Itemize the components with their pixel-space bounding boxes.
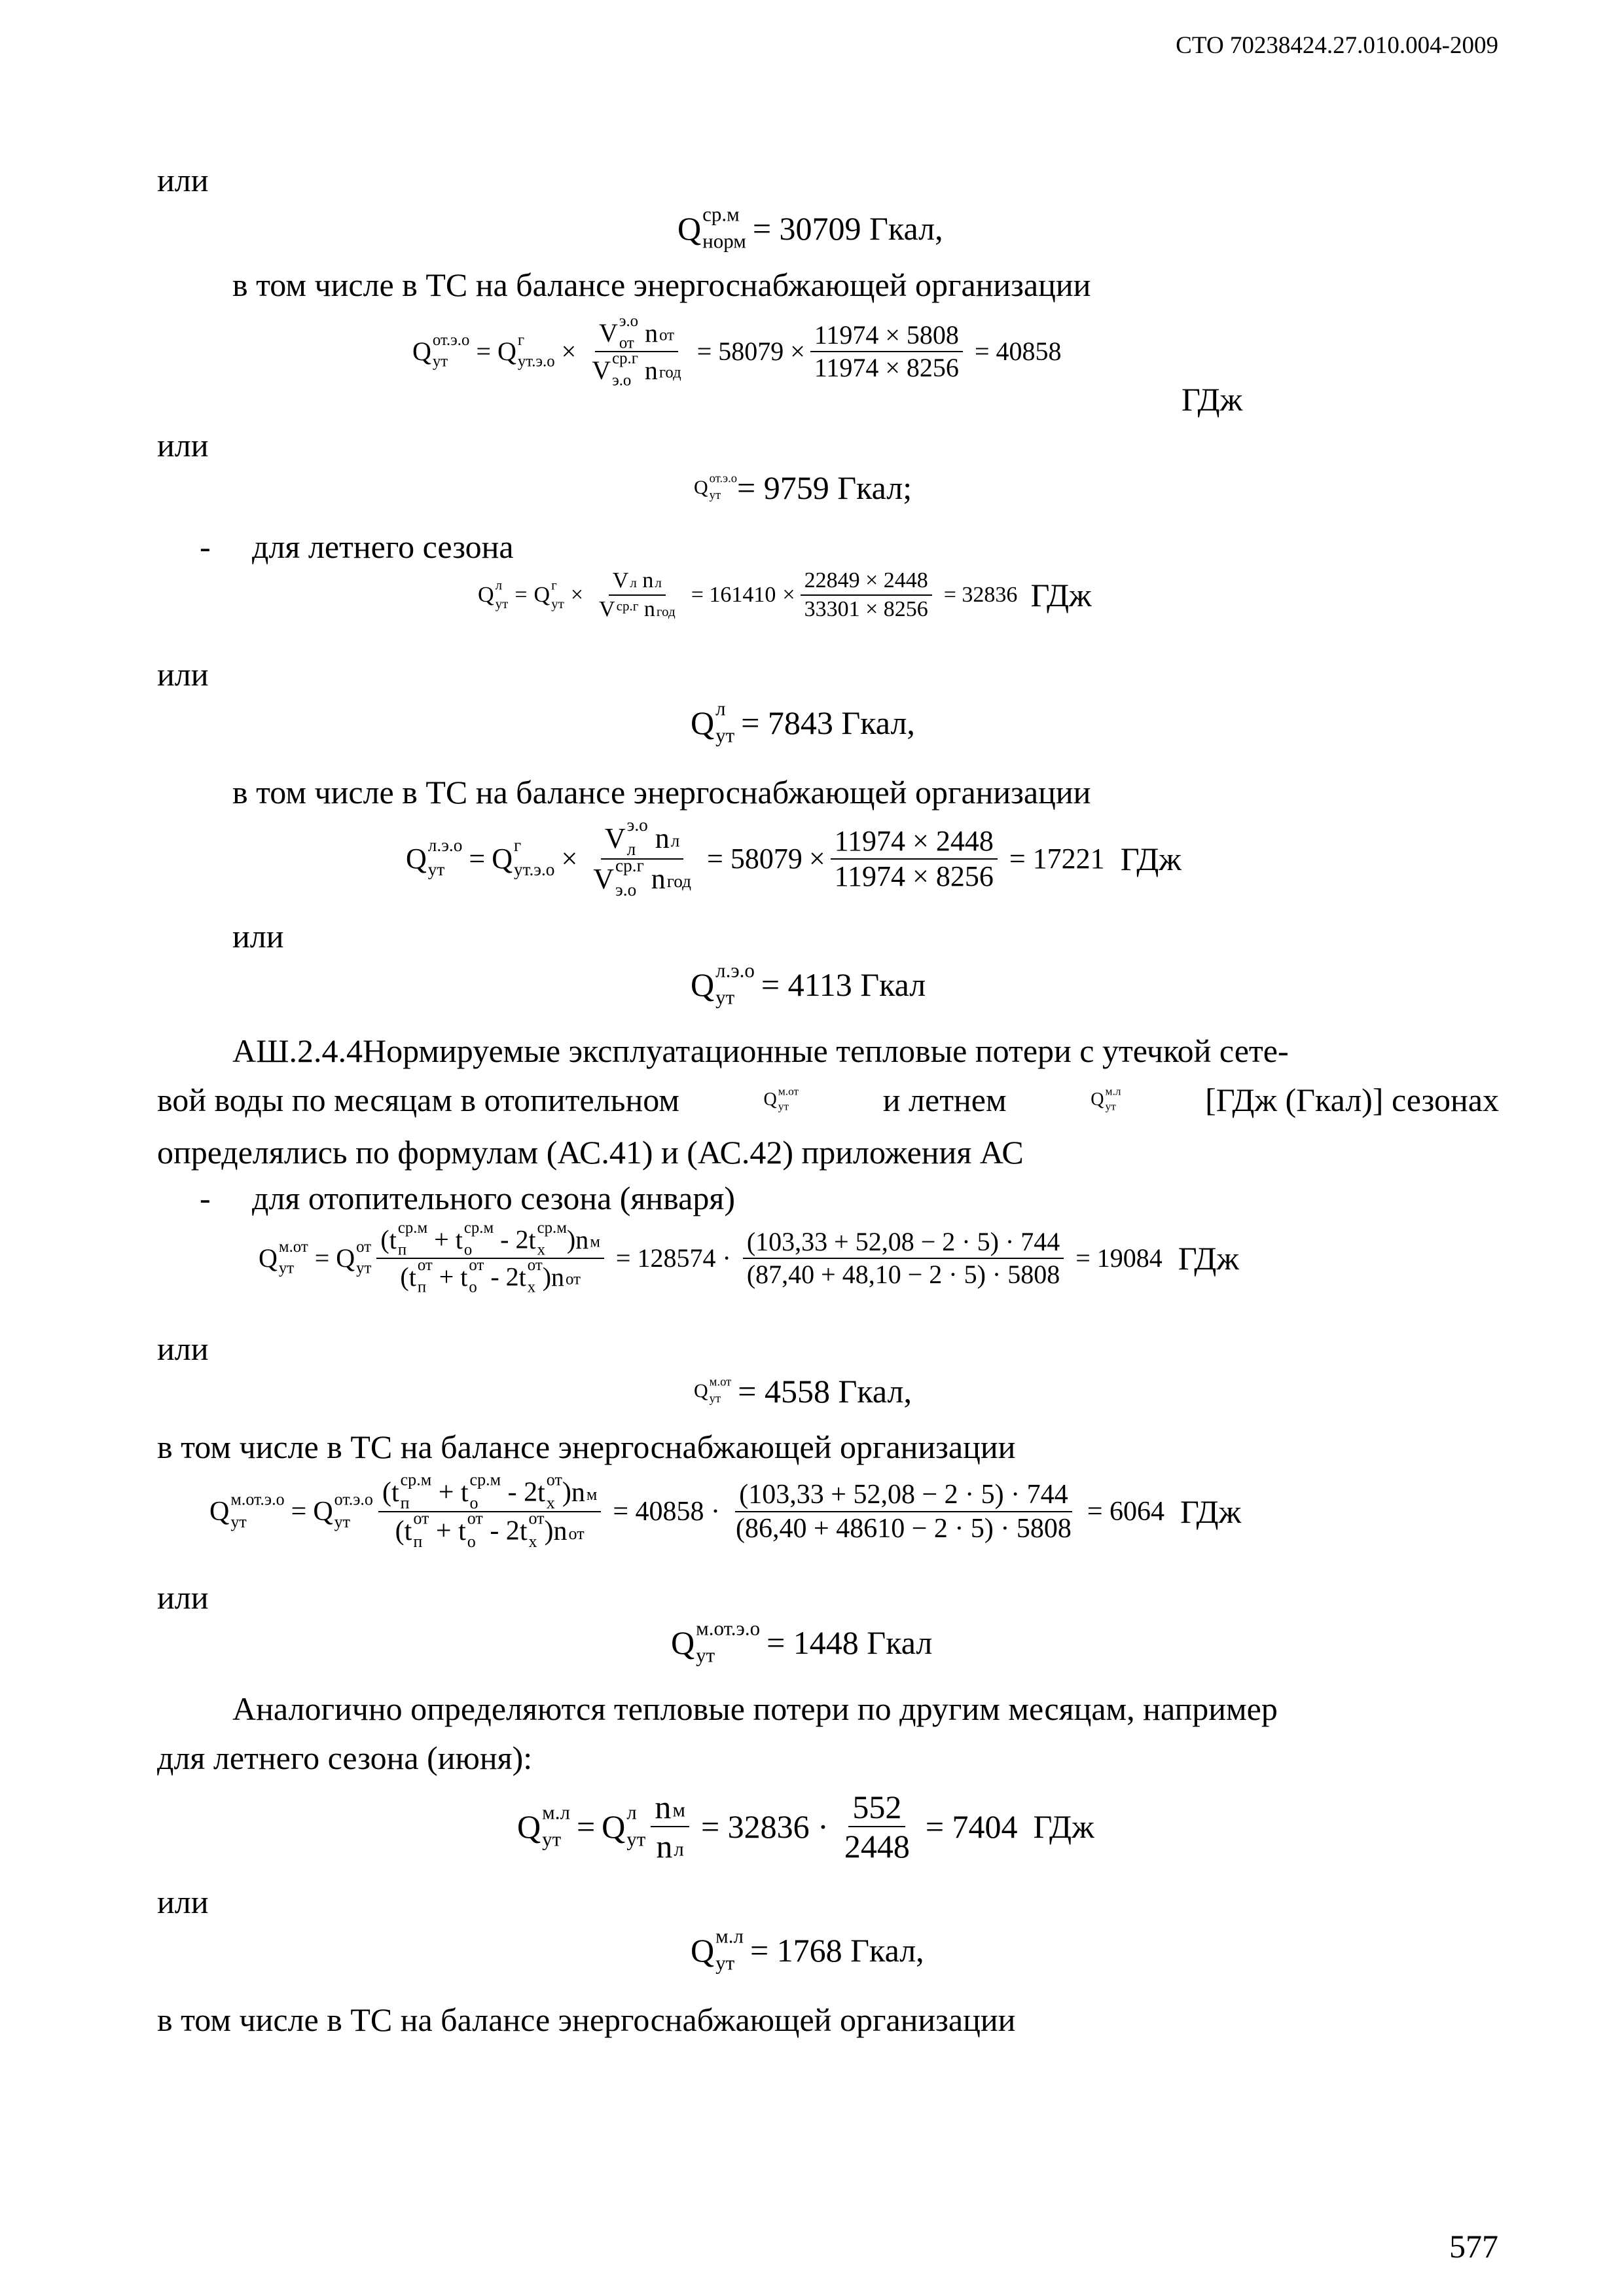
list-dash: - [200, 1180, 211, 1216]
formula-q-l-gcal: Q л ут = 7843 Гкал, [691, 697, 915, 748]
formula-q-ot-eo-gcal: Q от.э.о ут = 9759 Гкал; [694, 469, 912, 506]
paragraph-line: АШ.2.4.4Нормируемые эксплуатационные тепловые потери с утечкой сете- [232, 1032, 1289, 1069]
text-otopit-sezon: для отопительного сезона (января) [252, 1180, 735, 1216]
document-code: СТО 70238424.27.010.004-2009 [1176, 32, 1498, 59]
page-number: 577 [1449, 2228, 1498, 2265]
unit-gdzh: ГДж [1182, 381, 1243, 418]
fraction: V э.о от n от V ср.г э.о n год [592, 312, 681, 390]
text-ili: или [157, 162, 209, 198]
result-value: = 30709 Гкал, [752, 210, 943, 247]
formula-q-norm: Q ср.м норм = 30709 Гкал, [677, 202, 943, 253]
paragraph-line: Аналогично определяются тепловые потери по другим месяцам, например [232, 1690, 1278, 1727]
formula-q-m-l-gcal: Q м.л ут = 1768 Гкал, [691, 1924, 924, 1975]
text-ili: или [157, 427, 209, 464]
paragraph-line: вой воды по месяцам в отопительном Q м.от ут и летнем Q м.л ут [ГДж (Гкал)] сезонах [157, 1082, 1499, 1118]
paragraph-line: для летнего сезона (июня): [157, 1740, 533, 1776]
text-v-tom-chisle: в том числе в ТС на балансе энергоснабжающей организации [232, 266, 1091, 303]
formula-q-m-ot: Q м.от ут = Q от ут ( t ср.м п + t ср.м о - 2 t ср.м х ) n м ( t от п + t от о - 2 t от х ) n от = 128574 · $\frac{(103,33 + 52,08 - 2 \cdot 5) \cdot 744}{(87,40 + 48,10 - 2 \cdot 5) \cdot 5808}$ = 19084 ГДж [259, 1218, 1239, 1296]
unit-gdzh: ГДж [1030, 577, 1092, 613]
formula-q-ot-eo: Q от.э.о ут = Q г ут.э.о × V э.о от n от V ср.г э.о n год = 58079 × $\frac{11974 \times 5808}{11974 \times 8256}$ = 40858 [412, 312, 1062, 390]
text-ili: или [157, 1330, 209, 1367]
unit-gdzh: ГДж [1120, 840, 1182, 877]
text-v-tom-chisle: в том числе в ТС на балансе энергоснабжающей организации [232, 774, 1091, 811]
formula-q-m-ot-gcal: Q м.от ут = 4558 Гкал, [694, 1373, 912, 1410]
formula-q-m-l: Q м.л ут = Q л ут n м n л = 32836 · $\frac{552}{2448}$ = 7404 ГДж [517, 1789, 1094, 1865]
text-v-tom-chisle: в том числе в ТС на балансе энергоснабжающей организации [157, 2001, 1016, 2038]
text-letniy-sezon: для летнего сезона [252, 528, 514, 565]
text-ili: или [157, 656, 209, 693]
unit-gdzh: ГДж [1180, 1493, 1242, 1531]
text-ili: или [232, 918, 284, 955]
text-ili: или [157, 1579, 209, 1616]
list-dash: - [200, 528, 211, 565]
unit-gdzh: ГДж [1178, 1240, 1239, 1277]
formula-q-l-eo-gcal: Q л.э.о ут = 4113 Гкал [691, 958, 926, 1010]
unit-gdzh: ГДж [1033, 1808, 1094, 1845]
formula-q-m-ot-eo: Q м.от.э.о ут = Q от.э.о ут ( t ср.м п + t ср.м о - 2 t от х ) n м ( t от п + t от о - 2 t от х ) n от = 40858 · $\frac{(103,33 + 52,08 - 2 \cdot 5) \cdot 744}{(86,40 + 48610 - 2 \cdot 5) \cdot 5808}$ = 6064 ГДж [209, 1470, 1242, 1552]
text-ili: или [157, 1884, 209, 1920]
text-v-tom-chisle: в том числе в ТС на балансе энергоснабжающей организации [157, 1429, 1016, 1465]
formula-q-l-eo: Q л.э.о ут = Q г ут.э.о × V э.о л n л V ср.г э.о n год = 58079 × $\frac{11974 \times 2448}{11974 \times 8256}$ = 17221 ГДж [406, 815, 1182, 900]
formula-q-l: Q л ут = Q г ут × V л n л V ср.г n год = 161410 × $\frac{22849 \times 2448}{33301 \times 8256}$ = 32836 ГДж [478, 568, 1092, 621]
formula-q-m-ot-eo-gcal: Q м.от.э.о ут = 1448 Гкал [671, 1616, 933, 1667]
paragraph-line: определялись по формулам (АС.41) и (АС.42) приложения АС [157, 1134, 1024, 1171]
